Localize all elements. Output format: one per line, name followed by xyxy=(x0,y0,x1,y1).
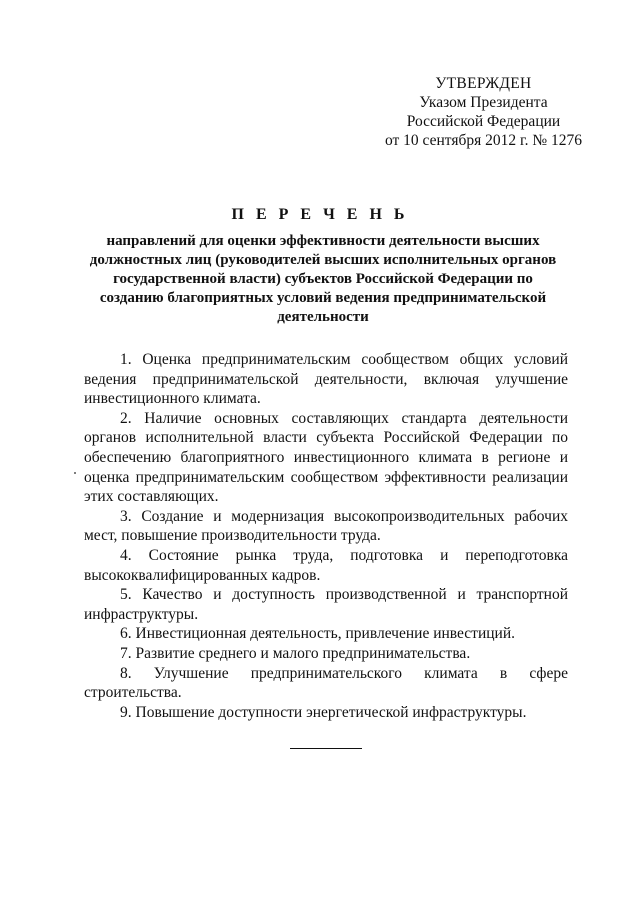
list-item: 2. Наличие основных составляющих стандарта деятельности органов исполнительной власти субъекта Российской Федерации по обеспечению благоприятного инвестиционного климата в регионе и оценка предпринимательским сообществом эффективности реализации этих составляющих. xyxy=(84,409,568,506)
list-item: 4. Состояние рынка труда, подготовка и переподготовка высококвалифицированных кадров. xyxy=(84,546,568,584)
list-item: 1. Оценка предпринимательским сообществом общих условий ведения предпринимательской деятельности, включая улучшение инвестиционного климата. xyxy=(84,351,568,408)
approval-authority: Указом Президента xyxy=(419,94,548,111)
list-item: 8. Улучшение предпринимательского климата в сфере строительства. xyxy=(84,664,568,702)
list-item: 6. Инвестиционная деятельность, привлечение инвестиций. xyxy=(120,625,515,643)
document-subtitle: направлений для оценки эффективности деятельности высших должностных лиц (руководителей высших исполнительных органов государственной власти) субъектов Российской Федерации по созданию благоприятных условий ведения предпринимательской деятельности xyxy=(89,233,557,325)
approval-country: Российской Федерации xyxy=(406,113,561,130)
item-list xyxy=(84,350,568,722)
end-rule xyxy=(290,748,362,749)
list-item: 5. Качество и доступность производственной и транспортной инфраструктуры. xyxy=(84,586,568,623)
list-item: 7. Развитие среднего и малого предпринимательства. xyxy=(120,644,471,662)
scan-speck xyxy=(74,472,76,474)
list-item: 3. Создание и модернизация высокопроизводительных рабочих мест, повышение производительности труда. xyxy=(84,507,568,545)
approval-stamp xyxy=(385,74,582,150)
approval-heading: УТВЕРЖДЕН xyxy=(435,75,532,92)
document-title: П Е Р Е Ч Е Н Ь xyxy=(231,206,409,223)
approval-date-number: от 10 сентября 2012 г. № 1276 xyxy=(384,132,582,149)
list-item: 9. Повышение доступности энергетической инфраструктуры. xyxy=(120,703,527,721)
